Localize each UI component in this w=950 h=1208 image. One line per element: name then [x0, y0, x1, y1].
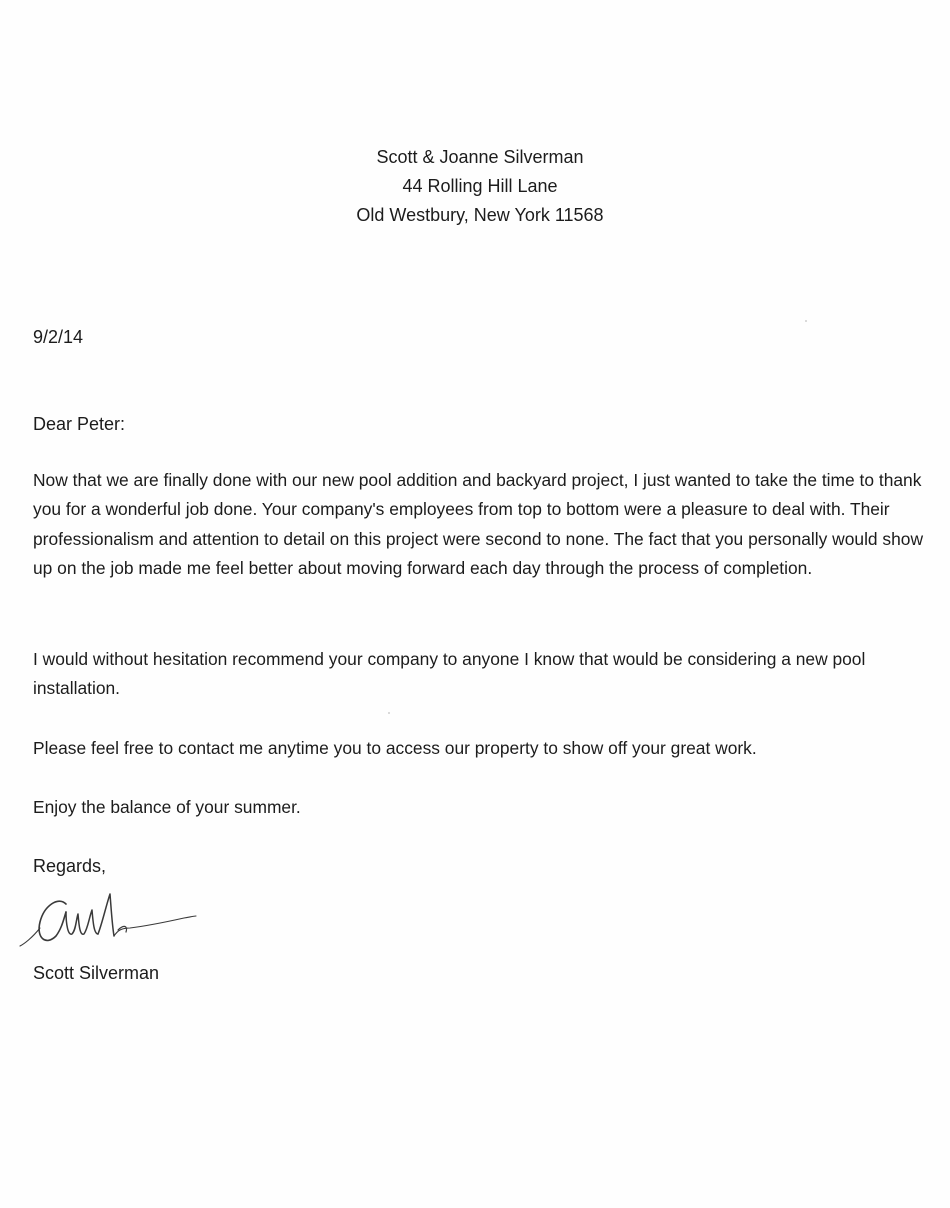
- letterhead-city: Old Westbury, New York 11568: [356, 205, 604, 225]
- body-paragraph-enjoy: Enjoy the balance of your summer.: [33, 797, 301, 817]
- salutation: Dear Peter:: [33, 414, 126, 434]
- letterhead-street: 44 Rolling Hill Lane: [402, 176, 558, 196]
- body-paragraph-contact: Please feel free to contact me anytime you to access our property to show off your great work.: [33, 738, 757, 758]
- scan-speck: [388, 712, 390, 714]
- letterhead: [0, 143, 950, 230]
- body-paragraph-recommend: I would without hesitation recommend your company to anyone I know that would be considering a new pool installation.: [33, 649, 866, 699]
- closing: Regards,: [33, 856, 107, 876]
- handwritten-signature: [14, 884, 204, 954]
- letter-date: 9/2/14: [33, 327, 84, 347]
- body-paragraph-thanks: Now that we are finally done with our new pool addition and backyard project, I just wanted to take the time to thank you for a wonderful job done. Your company's employees from top to bottom were a pleasure to deal with. Their professionalism and attention to detail on this project were second to none. The fact that you personally would show up on the job made me feel better about moving forward each day through the process of completion.: [33, 470, 924, 579]
- scan-speck: [805, 320, 807, 322]
- letterhead-name: Scott & Joanne Silverman: [376, 147, 584, 167]
- signer-name: Scott Silverman: [33, 963, 160, 983]
